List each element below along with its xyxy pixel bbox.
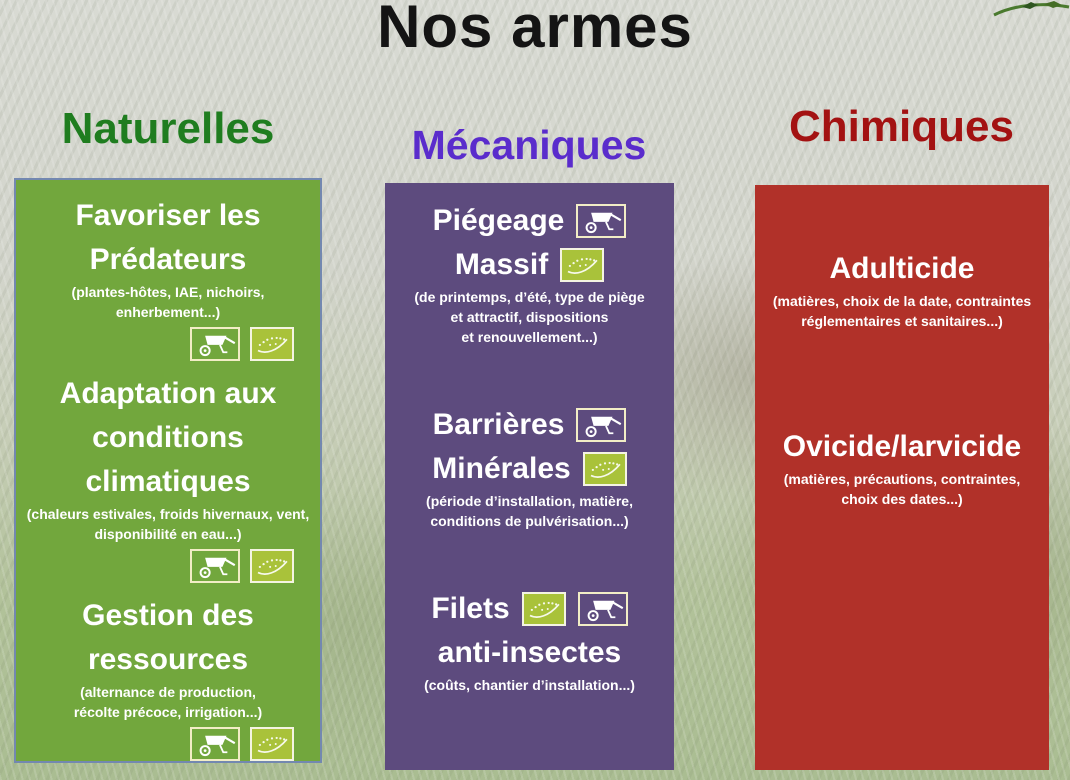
wheelbarrow-icon [576, 408, 626, 442]
list-item [16, 372, 320, 584]
wheelbarrow-icon [190, 549, 240, 583]
olive-branch-logo [992, 0, 1070, 18]
organic-logo-icon [250, 727, 294, 761]
list-item [16, 594, 320, 762]
organic-logo-icon [522, 592, 566, 626]
organic-logo-icon [583, 452, 627, 486]
item-subtitle: réglementaires et sanitaires...) [801, 313, 1003, 329]
item-title: Prédateurs [89, 243, 247, 276]
wheelbarrow-icon [190, 327, 240, 361]
list-item [16, 194, 320, 362]
item-title: Ovicide/larvicide [782, 430, 1022, 463]
item-subtitle: disponibilité en eau...) [94, 526, 242, 542]
chimiques-panel [755, 185, 1049, 770]
item-title: Favoriser les [75, 199, 261, 232]
organic-logo-icon [250, 327, 294, 361]
title-row [385, 403, 674, 447]
list-item [755, 425, 1049, 509]
title-row [385, 587, 674, 631]
list-item [385, 199, 674, 347]
list-item [755, 247, 1049, 331]
item-title: ressources [87, 643, 249, 676]
organic-logo-icon [250, 549, 294, 583]
item-title: Minérales [432, 452, 571, 485]
item-subtitle: et renouvellement...) [461, 329, 598, 345]
item-subtitle: (chaleurs estivales, froids hivernaux, vent, [26, 506, 310, 522]
organic-logo-icon [560, 248, 604, 282]
item-subtitle: enherbement...) [115, 304, 221, 320]
item-subtitle: choix des dates...) [841, 491, 963, 507]
item-title: Adulticide [829, 252, 975, 285]
list-item [385, 403, 674, 531]
wheelbarrow-icon [190, 727, 240, 761]
title-row [385, 243, 674, 287]
item-subtitle: (période d’installation, matière, [426, 493, 633, 509]
icons-row [16, 547, 320, 584]
item-subtitle: (plantes-hôtes, IAE, nichoirs, [71, 284, 265, 300]
item-title: climatiques [85, 465, 251, 498]
page-title: Nos armes [377, 0, 693, 60]
column-header-mecaniques: Mécaniques [411, 122, 647, 168]
title-row [385, 447, 674, 491]
item-subtitle: conditions de pulvérisation...) [430, 513, 629, 529]
item-title: anti-insectes [437, 636, 622, 669]
wheelbarrow-icon [578, 592, 628, 626]
wheelbarrow-icon [576, 204, 626, 238]
list-item [385, 587, 674, 695]
item-subtitle: (alternance de production, [80, 684, 256, 700]
item-title: conditions [92, 421, 244, 454]
title-row [385, 199, 674, 243]
item-title: Filets [431, 592, 510, 625]
item-subtitle: et attractif, dispositions [450, 309, 609, 325]
item-title: Massif [454, 248, 549, 281]
item-title: Gestion des [82, 599, 254, 632]
column-header-naturelles: Naturelles [61, 104, 275, 153]
naturelles-panel [14, 178, 322, 763]
item-subtitle: (matières, choix de la date, contraintes [772, 293, 1032, 309]
mecaniques-panel [385, 183, 674, 770]
item-subtitle: (de printemps, d’été, type de piège [414, 289, 645, 305]
column-header-chimiques: Chimiques [789, 102, 1014, 151]
item-title: Adaptation aux [59, 377, 277, 410]
icons-row [16, 725, 320, 762]
item-subtitle: récolte précoce, irrigation...) [73, 704, 263, 720]
item-subtitle: (coûts, chantier d’installation...) [424, 677, 635, 693]
item-title: Piégeage [432, 204, 565, 237]
icons-row [16, 325, 320, 362]
item-title: Barrières [432, 408, 565, 441]
item-subtitle: (matières, précautions, contraintes, [783, 471, 1021, 487]
